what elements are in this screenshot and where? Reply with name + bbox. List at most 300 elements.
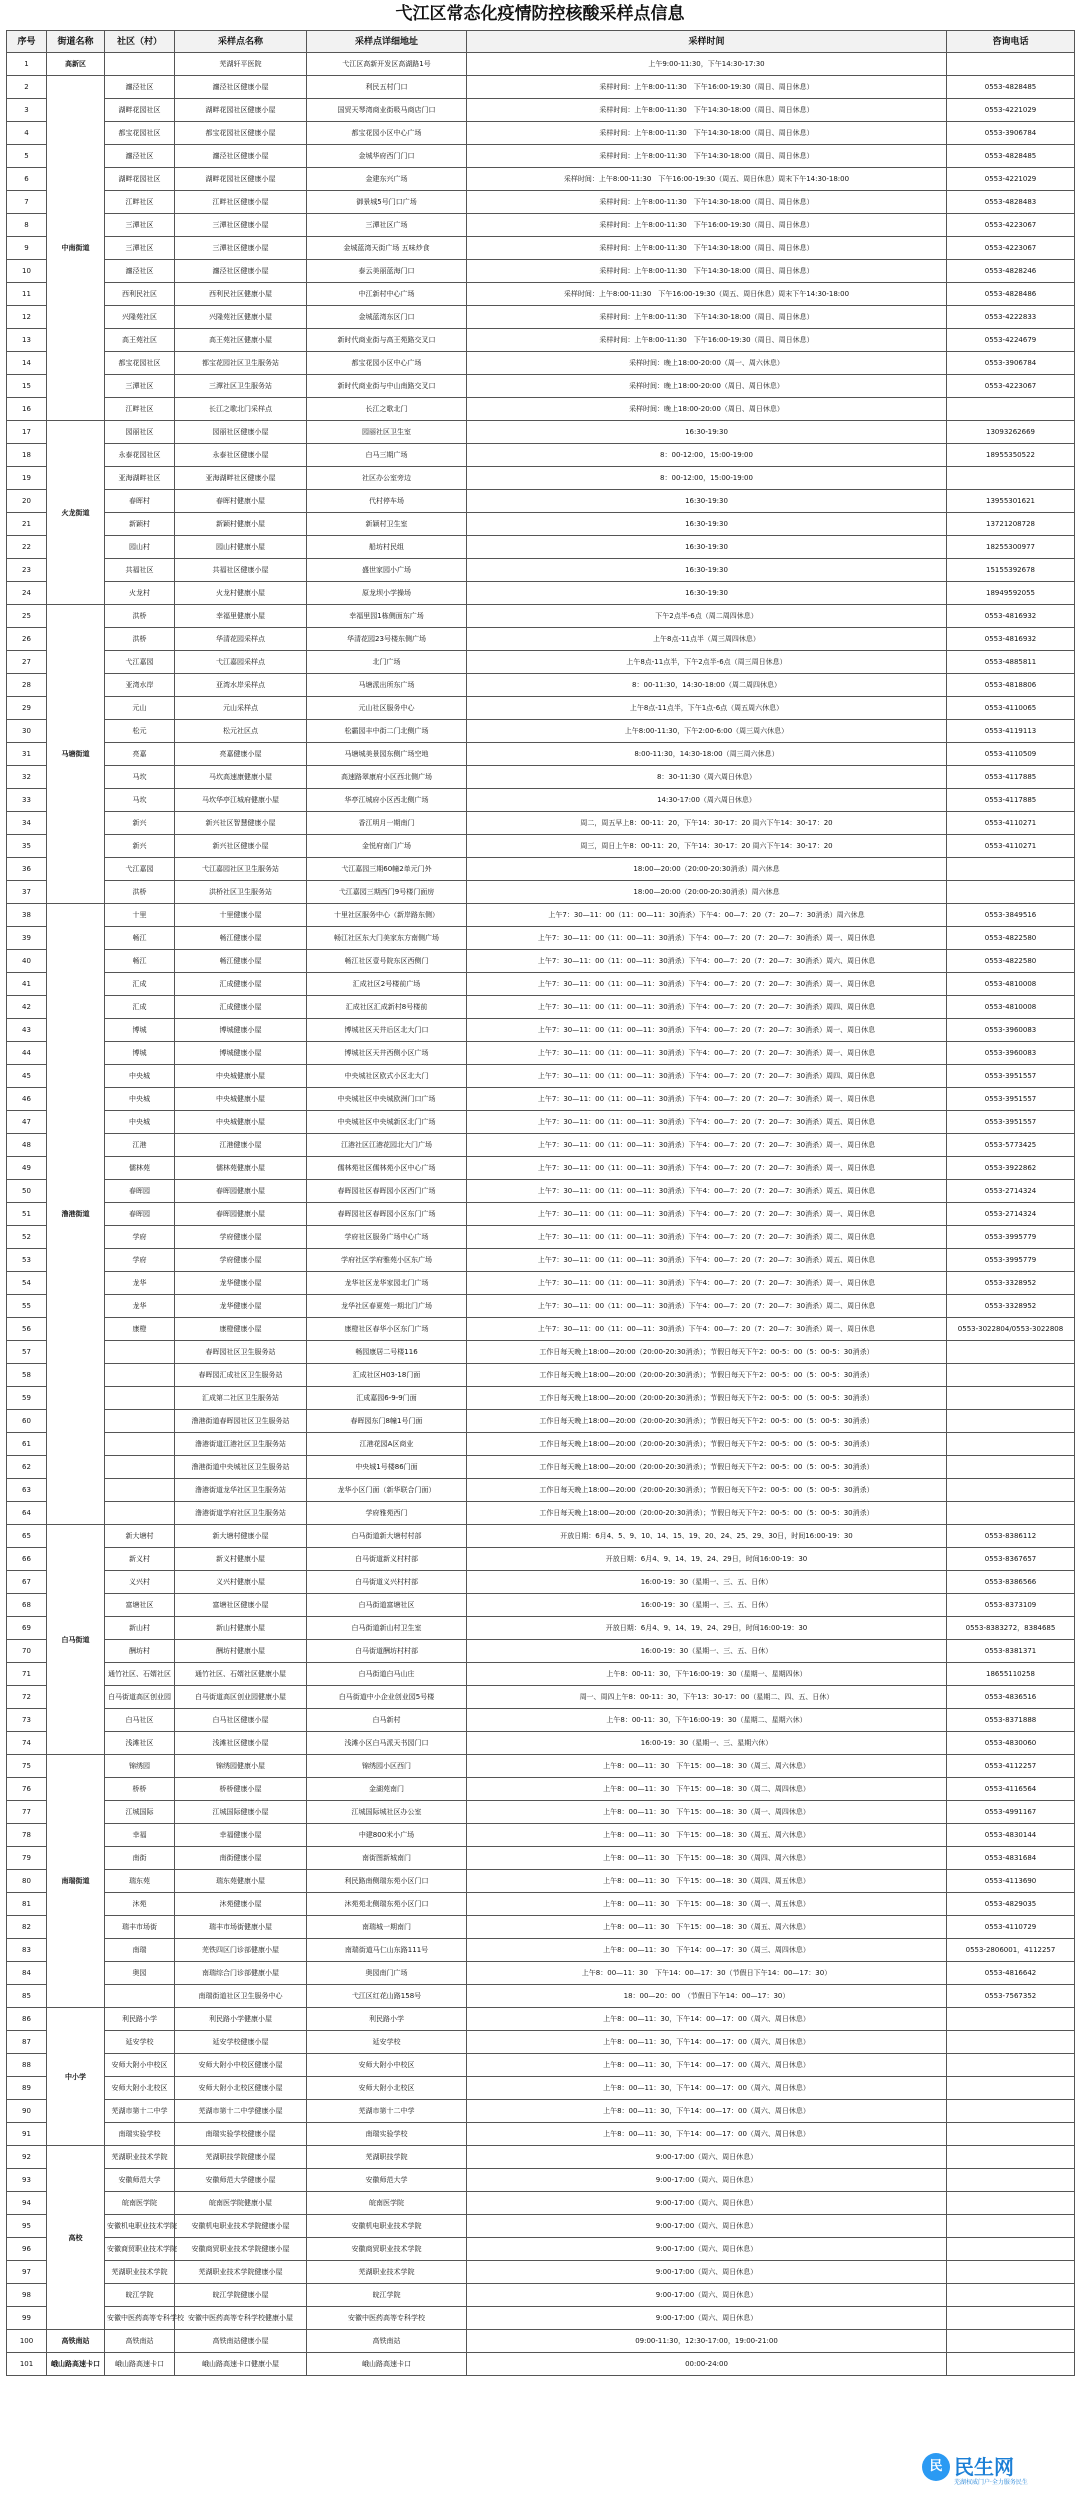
sampling-time: 采样时间：晚上18:00-20:00（周日、周日休息） <box>467 375 947 398</box>
address: 龙华社区龙华家园北门广场 <box>307 1272 467 1295</box>
table-row <box>7 2261 1075 2284</box>
point-name: 亚湾水岸采样点 <box>175 674 307 697</box>
point-name: 瀍泾社区健康小屋 <box>175 145 307 168</box>
table-row <box>7 2284 1075 2307</box>
sampling-time: 上午8：00—11：30，下午14：00—17：00（周六、周日休息） <box>467 2077 947 2100</box>
community: 高王苑社区 <box>105 329 175 352</box>
community: 三潭社区 <box>105 237 175 260</box>
community: 新义村 <box>105 1548 175 1571</box>
sampling-time: 16:00-19：30（星期一、三、五、日休） <box>467 1640 947 1663</box>
community: 瑞丰市场街 <box>105 1916 175 1939</box>
street-name: 火龙街道 <box>47 421 105 605</box>
row-index: 71 <box>7 1663 47 1686</box>
address: 利民五村门口 <box>307 76 467 99</box>
point-name: 元山采样点 <box>175 697 307 720</box>
sampling-time: 16:30-19:30 <box>467 513 947 536</box>
community: 都宝花园社区 <box>105 122 175 145</box>
row-index: 45 <box>7 1065 47 1088</box>
address: 金城华府西门门口 <box>307 145 467 168</box>
point-name: 幸福里健康小屋 <box>175 605 307 628</box>
point-name: 园山村健康小屋 <box>175 536 307 559</box>
address: 三潭社区广场 <box>307 214 467 237</box>
sampling-time: 9:00-17:00（周六、周日休息） <box>467 2192 947 2215</box>
row-index: 24 <box>7 582 47 605</box>
row-index: 72 <box>7 1686 47 1709</box>
table-row <box>7 1019 1075 1042</box>
table-row <box>7 214 1075 237</box>
community: 春晖园 <box>105 1203 175 1226</box>
point-name: 学府健康小屋 <box>175 1249 307 1272</box>
phone <box>947 2146 1075 2169</box>
phone: 0553-4828483 <box>947 191 1075 214</box>
row-index: 20 <box>7 490 47 513</box>
row-index: 83 <box>7 1939 47 1962</box>
sampling-time: 16:00-19：30（星期一、三、五、日休） <box>467 1571 947 1594</box>
phone: 0553-4810008 <box>947 996 1075 1019</box>
table-row <box>7 1042 1075 1065</box>
sampling-time: 上午8：00—11：30 下午15：00—18：30（周四、周五休息） <box>467 1870 947 1893</box>
street-name: 峨山路高速卡口 <box>47 2353 105 2376</box>
row-index: 43 <box>7 1019 47 1042</box>
address: 盛世家园小广场 <box>307 559 467 582</box>
point-name: 安徽商贸职业技术学院健康小屋 <box>175 2238 307 2261</box>
sampling-time: 9:00-17:00（周六、周日休息） <box>467 2261 947 2284</box>
community: 延安学校 <box>105 2031 175 2054</box>
table-row <box>7 697 1075 720</box>
point-name: 桥桥健康小屋 <box>175 1778 307 1801</box>
point-name: 长江之歌北门采样点 <box>175 398 307 421</box>
row-index: 61 <box>7 1433 47 1456</box>
row-index: 82 <box>7 1916 47 1939</box>
table-row <box>7 858 1075 881</box>
phone: 0553-3951557 <box>947 1065 1075 1088</box>
phone: 0553-4816642 <box>947 1962 1075 1985</box>
table-row <box>7 812 1075 835</box>
phone: 0553-3922862 <box>947 1157 1075 1180</box>
point-name: 幸福健康小屋 <box>175 1824 307 1847</box>
sampling-time: 上午7：30—11：00（11：00—11：30消杀）下午4：00—7：20（7：20—7：30消杀）周一、周日休息 <box>467 1134 947 1157</box>
community: 芜湖职业技术学院 <box>105 2146 175 2169</box>
sampling-time: 9:00-17:00（周六、周日休息） <box>467 2238 947 2261</box>
row-index: 29 <box>7 697 47 720</box>
sampling-time: 上午7：30—11：00（11：00—11：30消杀）下午4：00—7：20（7：20—7：30消杀）周六、周日休息 <box>467 950 947 973</box>
table-row <box>7 237 1075 260</box>
address: 国贸天琴湾商业街吸马商店门口 <box>307 99 467 122</box>
point-name: 澛港街道江港社区卫生服务站 <box>175 1433 307 1456</box>
point-name: 亮嘉健康小屋 <box>175 743 307 766</box>
point-name: 白马社区健康小屋 <box>175 1709 307 1732</box>
row-index: 75 <box>7 1755 47 1778</box>
community <box>105 1341 175 1364</box>
sampling-time: 8：00-12:00，15:00-19:00 <box>467 467 947 490</box>
sampling-time: 上午7：30—11：00（11：00—11：30消杀）下午4：00—7：20（7：20—7：30消杀）周五、周日休息 <box>467 1249 947 1272</box>
sampling-time: 采样时间：上午8:00-11:30 下午14:30-18:00（周日、周日休息） <box>467 145 947 168</box>
sampling-time: 周一、周四上午8：00-11：30，下午13：30-17：00（星期二、四、五、日休） <box>467 1686 947 1709</box>
point-name: 湖畔花园社区健康小屋 <box>175 168 307 191</box>
table-row <box>7 1916 1075 1939</box>
street-name: 高铁南站 <box>47 2330 105 2353</box>
table-row <box>7 2100 1075 2123</box>
table-row <box>7 76 1075 99</box>
community: 芜湖职业技术学院 <box>105 2261 175 2284</box>
point-name: 通竹社区、石婿社区健康小屋 <box>175 1663 307 1686</box>
address: 安徽商贸职业技术学院 <box>307 2238 467 2261</box>
point-name: 都宝花园社区健康小屋 <box>175 122 307 145</box>
address: 中江新村中心广场 <box>307 283 467 306</box>
phone: 0553-4110065 <box>947 697 1075 720</box>
address: 春晖园社区春晖园小区西门广场 <box>307 1180 467 1203</box>
table-row <box>7 2238 1075 2261</box>
point-name: 学府健康小屋 <box>175 1226 307 1249</box>
phone: 0553-4221029 <box>947 99 1075 122</box>
address: 学府雅苑西门 <box>307 1502 467 1525</box>
phone: 0553-3995779 <box>947 1226 1075 1249</box>
address: 峨山路高速卡口 <box>307 2353 467 2376</box>
community: 三潭社区 <box>105 375 175 398</box>
address: 白马三期广场 <box>307 444 467 467</box>
address: 儒林苑社区儒林苑小区中心广场 <box>307 1157 467 1180</box>
row-index: 50 <box>7 1180 47 1203</box>
point-name: 芜湖职业技术学院健康小屋 <box>175 2261 307 2284</box>
street-name: 南瑞街道 <box>47 1755 105 2008</box>
community: 园丽社区 <box>105 421 175 444</box>
row-index: 46 <box>7 1088 47 1111</box>
table-row <box>7 1870 1075 1893</box>
document-title: 弋江区常态化疫情防控核酸采样点信息 <box>395 4 685 24</box>
community: 畅江 <box>105 927 175 950</box>
address: 白马新村 <box>307 1709 467 1732</box>
address: 江城国际城社区办公室 <box>307 1801 467 1824</box>
address: 延安学校 <box>307 2031 467 2054</box>
point-name: 皖江学院健康小屋 <box>175 2284 307 2307</box>
table-row <box>7 1065 1075 1088</box>
row-index: 60 <box>7 1410 47 1433</box>
table-row <box>7 2146 1075 2169</box>
sampling-time: 工作日每天晚上18:00—20:00（20:00-20:30消杀）；节假日每天下午2：00-5：00（5：00-5：30消杀） <box>467 1341 947 1364</box>
phone: 0553-4224679 <box>947 329 1075 352</box>
point-name: 安师大附小北校区健康小屋 <box>175 2077 307 2100</box>
point-name: 华清花园采样点 <box>175 628 307 651</box>
sampling-time: 上午8点-11点半（周三周四休息） <box>467 628 947 651</box>
phone <box>947 1479 1075 1502</box>
sampling-time: 开放日期：6月4、5、9、10、14、15、19、20、24、25、29、30日，时间16:00-19：30 <box>467 1525 947 1548</box>
header-phone: 咨询电话 <box>947 31 1075 53</box>
address: 安徽机电职业技术学院 <box>307 2215 467 2238</box>
point-name: 汇成健康小屋 <box>175 996 307 1019</box>
sampling-time: 16:30-19:30 <box>467 582 947 605</box>
row-index: 73 <box>7 1709 47 1732</box>
community: 亚湾水岸 <box>105 674 175 697</box>
sampling-time: 9:00-17:00（周六、周日休息） <box>467 2146 947 2169</box>
table-row <box>7 260 1075 283</box>
address: 江港社区江港花园北大门广场 <box>307 1134 467 1157</box>
community <box>105 1479 175 1502</box>
phone: 0553-4116564 <box>947 1778 1075 1801</box>
point-name: 富塘社区健康小屋 <box>175 1594 307 1617</box>
address: 高铁南站 <box>307 2330 467 2353</box>
phone <box>947 2123 1075 2146</box>
street-name: 白马街道 <box>47 1525 105 1755</box>
community: 南瑞实验学校 <box>105 2123 175 2146</box>
address: 奥园南门广场 <box>307 1962 467 1985</box>
sampling-time: 采样时间：上午8:00-11:30 下午14:30-18:00（周日、周日休息） <box>467 191 947 214</box>
row-index: 90 <box>7 2100 47 2123</box>
phone: 0553-4836516 <box>947 1686 1075 1709</box>
row-index: 56 <box>7 1318 47 1341</box>
point-name: 瀍泾社区健康小屋 <box>175 76 307 99</box>
address: 浅滩小区白马派天书园门口 <box>307 1732 467 1755</box>
phone: 0553-5773425 <box>947 1134 1075 1157</box>
row-index: 94 <box>7 2192 47 2215</box>
sampling-time: 工作日每天晚上18:00—20:00（20:00-20:30消杀）；节假日每天下午2：00-5：00（5：00-5：30消杀） <box>467 1479 947 1502</box>
community: 儒林苑 <box>105 1157 175 1180</box>
phone <box>947 398 1075 421</box>
community: 安徽机电职业技术学院 <box>105 2215 175 2238</box>
point-name: 峨山路高速卡口健康小屋 <box>175 2353 307 2376</box>
point-name: 高王苑社区健康小屋 <box>175 329 307 352</box>
row-index: 59 <box>7 1387 47 1410</box>
phone: 18255300977 <box>947 536 1075 559</box>
header-street: 街道名称 <box>47 31 105 53</box>
row-index: 31 <box>7 743 47 766</box>
address: 龙华社区春夏苑一期北门广场 <box>307 1295 467 1318</box>
phone <box>947 2284 1075 2307</box>
address: 白马街道新山村卫生室 <box>307 1617 467 1640</box>
community: 元山 <box>105 697 175 720</box>
phone: 0553-4828485 <box>947 145 1075 168</box>
address: 都宝花园小区中心广场 <box>307 352 467 375</box>
sampling-time: 采样时间：上午8:00-11:30 下午16:00-19:30（周五、周日休息）周末下午14:30-18:00 <box>467 168 947 191</box>
table-row <box>7 1709 1075 1732</box>
row-index: 62 <box>7 1456 47 1479</box>
table-row <box>7 628 1075 651</box>
point-name: 汇成健康小屋 <box>175 973 307 996</box>
point-name: 永泰社区健康小屋 <box>175 444 307 467</box>
watermark-name: 民生网 <box>954 2455 1014 2479</box>
community: 桥桥 <box>105 1778 175 1801</box>
address: 南瑞街道马仁山东路111号 <box>307 1939 467 1962</box>
community: 安徽师范大学 <box>105 2169 175 2192</box>
row-index: 6 <box>7 168 47 191</box>
community: 皖江学院 <box>105 2284 175 2307</box>
point-name: 新兴社区健康小屋 <box>175 835 307 858</box>
sampling-time: 上午8：00—11：30，下午14：00—17：00（周六、周日休息） <box>467 2123 947 2146</box>
street-name: 澛港街道 <box>47 904 105 1525</box>
street-name: 高新区 <box>47 53 105 76</box>
row-index: 11 <box>7 283 47 306</box>
row-index: 49 <box>7 1157 47 1180</box>
phone: 0553-4822580 <box>947 927 1075 950</box>
row-index: 96 <box>7 2238 47 2261</box>
row-index: 47 <box>7 1111 47 1134</box>
table-row <box>7 950 1075 973</box>
community: 学府 <box>105 1226 175 1249</box>
phone: 0553-3022804/0553-3022808 <box>947 1318 1075 1341</box>
row-index: 10 <box>7 260 47 283</box>
sampling-time: 上午8：00—11：30，下午14：00—17：00（周六、周日休息） <box>467 2031 947 2054</box>
point-name: 浅滩社区健康小屋 <box>175 1732 307 1755</box>
point-name: 新义村健康小屋 <box>175 1548 307 1571</box>
sampling-time: 上午8:00-11:30，下午2:00-6:00（周三周六休息） <box>467 720 947 743</box>
address: 春晖园东门8幢1号门面 <box>307 1410 467 1433</box>
phone: 13955301621 <box>947 490 1075 513</box>
table-row <box>7 835 1075 858</box>
table-row <box>7 1732 1075 1755</box>
row-index: 4 <box>7 122 47 145</box>
community <box>105 1985 175 2008</box>
phone: 0553-4810008 <box>947 973 1075 996</box>
sampling-time: 14:30-17:00（周六周日休息） <box>467 789 947 812</box>
row-index: 64 <box>7 1502 47 1525</box>
table-row <box>7 2008 1075 2031</box>
phone <box>947 1433 1075 1456</box>
point-name: 龙华健康小屋 <box>175 1295 307 1318</box>
address: 江港花园A区商业 <box>307 1433 467 1456</box>
sampling-time: 上午7：30—11：00（11：00—11：30消杀）下午4：00—7：20（7：20—7：30消杀）周一、周日休息 <box>467 1019 947 1042</box>
table-row <box>7 766 1075 789</box>
point-name: 中央城健康小屋 <box>175 1065 307 1088</box>
phone: 0553-3951557 <box>947 1111 1075 1134</box>
phone: 0553-3849516 <box>947 904 1075 927</box>
community: 安师大附小北校区 <box>105 2077 175 2100</box>
community <box>105 1433 175 1456</box>
point-name: 江港健康小屋 <box>175 1134 307 1157</box>
row-index: 100 <box>7 2330 47 2353</box>
table-row <box>7 1525 1075 1548</box>
community: 义兴村 <box>105 1571 175 1594</box>
address: 龙华小区门面（新华联合门面） <box>307 1479 467 1502</box>
community: 南瑞 <box>105 1939 175 1962</box>
phone: 18955350522 <box>947 444 1075 467</box>
phone <box>947 1341 1075 1364</box>
point-name: 江城国际健康小屋 <box>175 1801 307 1824</box>
point-name: 新兴社区智慧健康小屋 <box>175 812 307 835</box>
table-row <box>7 996 1075 1019</box>
address: 金湖苑南门 <box>307 1778 467 1801</box>
sampling-time: 工作日每天晚上18:00—20:00（20:00-20:30消杀）；节假日每天下午2：00-5：00（5：00-5：30消杀） <box>467 1433 947 1456</box>
address: 弋江嘉园三期西门9号楼门面房 <box>307 881 467 904</box>
table-row <box>7 1226 1075 1249</box>
table-row <box>7 1985 1075 2008</box>
row-index: 81 <box>7 1893 47 1916</box>
sampling-time: 上午7：30—11：00（11：00—11：30消杀）下午4：00—7：20（7：20—7：30消杀）周四、周日休息 <box>467 1065 947 1088</box>
phone: 0553-8371888 <box>947 1709 1075 1732</box>
sampling-time: 工作日每天晚上18:00—20:00（20:00-20:30消杀）；节假日每天下午2：00-5：00（5：00-5：30消杀） <box>467 1456 947 1479</box>
table-row <box>7 927 1075 950</box>
sampling-time: 采样时间：上午8:00-11:30 下午14:30-18:00（周日、周日休息） <box>467 122 947 145</box>
point-name: 火龙村健康小屋 <box>175 582 307 605</box>
point-name: 弋江嘉园采样点 <box>175 651 307 674</box>
table-row <box>7 582 1075 605</box>
address: 原龙坝小学操场 <box>307 582 467 605</box>
community: 中央城 <box>105 1088 175 1111</box>
community: 弋江嘉园 <box>105 651 175 674</box>
sampling-time: 上午7：30—11：00（11：00—11：30消杀）下午4：00—7：20（7：20—7：30消杀）周二、周日休息 <box>467 1295 947 1318</box>
address: 汇成社区汇成新村8号楼前 <box>307 996 467 1019</box>
community: 兴隆苑社区 <box>105 306 175 329</box>
point-name: 春晖园健康小屋 <box>175 1180 307 1203</box>
table-row <box>7 1778 1075 1801</box>
point-name: 康橙健康小屋 <box>175 1318 307 1341</box>
table-row <box>7 2330 1075 2353</box>
table-row <box>7 1663 1075 1686</box>
point-name: 安徽师范大学健康小屋 <box>175 2169 307 2192</box>
community: 松元 <box>105 720 175 743</box>
point-name: 南瑞街道社区卫生服务中心 <box>175 1985 307 2008</box>
row-index: 99 <box>7 2307 47 2330</box>
address: 中建800米小广场 <box>307 1824 467 1847</box>
table-row <box>7 2077 1075 2100</box>
point-name: 畅江健康小屋 <box>175 927 307 950</box>
phone: 0553-3951557 <box>947 1088 1075 1111</box>
community: 都宝花园社区 <box>105 352 175 375</box>
point-name: 南瑞实验学校健康小屋 <box>175 2123 307 2146</box>
phone: 0553-8386566 <box>947 1571 1075 1594</box>
address: 芜湖市第十二中学 <box>307 2100 467 2123</box>
address: 新时代商业街与中山南路交叉口 <box>307 375 467 398</box>
row-index: 93 <box>7 2169 47 2192</box>
point-name: 都宝花园社区卫生服务站 <box>175 352 307 375</box>
address: 康橙社区春华小区东门广场 <box>307 1318 467 1341</box>
row-index: 32 <box>7 766 47 789</box>
table-row <box>7 1617 1075 1640</box>
table-row <box>7 1341 1075 1364</box>
table-row <box>7 375 1075 398</box>
community: 江畔社区 <box>105 191 175 214</box>
table-header-row <box>7 31 1075 53</box>
sampling-time: 采样时间：晚上18:00-20:00（周一、周六休息） <box>467 352 947 375</box>
point-name: 三潭社区健康小屋 <box>175 237 307 260</box>
sampling-time: 8：30-11:30（周六周日休息） <box>467 766 947 789</box>
phone: 15155392678 <box>947 559 1075 582</box>
address: 十里社区服务中心（新岸路东侧） <box>307 904 467 927</box>
sampling-time: 采样时间：上午8:00-11:30 下午14:30-18:00（周日、周日休息） <box>467 237 947 260</box>
row-index: 70 <box>7 1640 47 1663</box>
point-name: 博城健康小屋 <box>175 1019 307 1042</box>
point-name: 弋江嘉园社区卫生服务站 <box>175 858 307 881</box>
point-name: 芜湖市第十二中学健康小屋 <box>175 2100 307 2123</box>
phone: 0553-4112257 <box>947 1755 1075 1778</box>
point-name: 新大塘村健康小屋 <box>175 1525 307 1548</box>
phone: 0553-2714324 <box>947 1180 1075 1203</box>
address: 中央城社区中央城欧洲门口广场 <box>307 1088 467 1111</box>
table-row <box>7 1433 1075 1456</box>
point-name: 江畔社区健康小屋 <box>175 191 307 214</box>
table-row <box>7 1410 1075 1433</box>
phone: 0553-4831684 <box>947 1847 1075 1870</box>
community: 沐苑 <box>105 1893 175 1916</box>
community: 瀍泾社区 <box>105 145 175 168</box>
table-row <box>7 1318 1075 1341</box>
community: 汇成 <box>105 996 175 1019</box>
sampling-time: 采样时间：上午8:00-11:30 下午14:30-18:00（周日、周日休息） <box>467 99 947 122</box>
phone: 0553-8367657 <box>947 1548 1075 1571</box>
point-name: 三潭社区卫生服务站 <box>175 375 307 398</box>
sampling-time: 周三，周日上午8：00-11：20，下午14：30-17：20 周六下午14：30-17：20 <box>467 835 947 858</box>
community: 园山村 <box>105 536 175 559</box>
point-name: 汇成第二社区卫生服务站 <box>175 1387 307 1410</box>
table-row <box>7 1249 1075 1272</box>
row-index: 27 <box>7 651 47 674</box>
sampling-time: 周二，周五早上8：00-11：20，下午14：30-17：20 周六下午14：30-17：20 <box>467 812 947 835</box>
row-index: 28 <box>7 674 47 697</box>
sampling-time: 16:30-19:30 <box>467 559 947 582</box>
phone: 0553-4828485 <box>947 76 1075 99</box>
phone <box>947 2077 1075 2100</box>
sampling-time: 上午7：30—11：00（11：00—11：30消杀）下午4：00—7：20（7：20—7：30消杀）周一、周日休息 <box>467 927 947 950</box>
sampling-time: 8：00-11:30，14:30-18:00（周二周四休息） <box>467 674 947 697</box>
table-row <box>7 306 1075 329</box>
